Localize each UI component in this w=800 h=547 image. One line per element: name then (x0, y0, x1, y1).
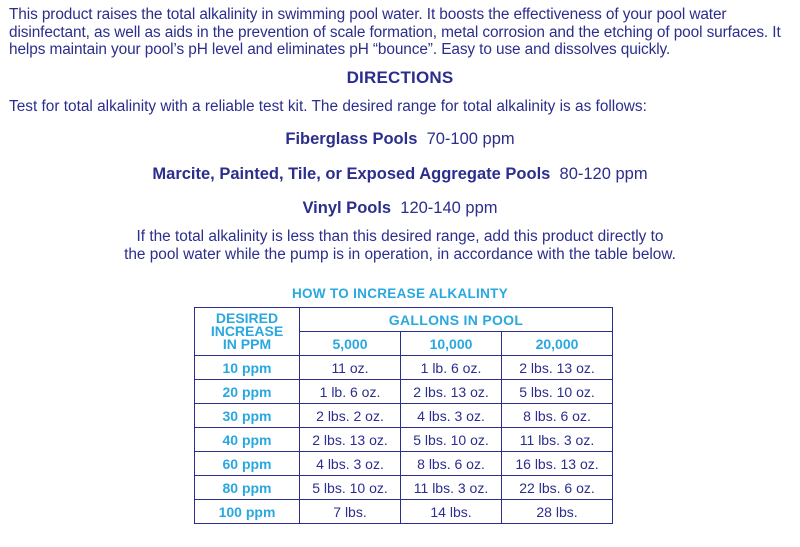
pool-range-value: 80-120 ppm (559, 165, 648, 183)
pool-type-name: Marcite, Painted, Tile, or Exposed Aggregate Pools (152, 165, 551, 183)
pool-range-marcite (0, 165, 800, 184)
directions-heading: DIRECTIONS (346, 68, 454, 87)
dosing-note-line-1: If the total alkalinity is less than this desired range, add this product directly to (136, 228, 664, 245)
ppm-cell: 20 ppm (195, 380, 300, 404)
table-row (195, 500, 613, 524)
desired-header-line: INCREASE (210, 323, 284, 339)
ppm-cell: 100 ppm (195, 500, 300, 524)
amount-cell: 16 lbs. 13 oz. (502, 452, 613, 476)
gallons-header: GALLONS IN POOL (300, 308, 613, 332)
pool-type-name: Fiberglass Pools (285, 130, 418, 148)
amount-cell: 2 lbs. 13 oz. (300, 428, 401, 452)
table-row (195, 356, 613, 380)
table-row (195, 404, 613, 428)
table-body (195, 356, 613, 524)
amount-cell: 2 lbs. 2 oz. (300, 404, 401, 428)
amount-cell: 7 lbs. (300, 500, 401, 524)
amount-cell: 4 lbs. 3 oz. (401, 404, 502, 428)
column-header-5000: 5,000 (300, 332, 401, 356)
amount-cell: 11 lbs. 3 oz. (401, 476, 502, 500)
desired-header-line: DESIRED (215, 310, 279, 326)
amount-cell: 28 lbs. (502, 500, 613, 524)
table-row (195, 428, 613, 452)
alkalinity-table (194, 307, 613, 524)
pool-range-fiberglass (0, 130, 800, 149)
desired-header-line: IN PPM (222, 336, 272, 352)
amount-cell: 2 lbs. 13 oz. (502, 356, 613, 380)
column-header-20000: 20,000 (502, 332, 613, 356)
table-row (195, 380, 613, 404)
pool-type-name: Vinyl Pools (302, 199, 392, 217)
desired-increase-header (195, 308, 300, 356)
dosing-note (0, 228, 800, 264)
amount-cell: 22 lbs. 6 oz. (502, 476, 613, 500)
table-title: HOW TO INCREASE ALKALINTY (292, 286, 508, 301)
ppm-cell: 10 ppm (195, 356, 300, 380)
amount-cell: 5 lbs. 10 oz. (502, 380, 613, 404)
amount-cell: 8 lbs. 6 oz. (502, 404, 613, 428)
pool-range-value: 120-140 ppm (400, 199, 498, 217)
amount-cell: 1 lb. 6 oz. (300, 380, 401, 404)
amount-cell: 5 lbs. 10 oz. (300, 476, 401, 500)
pool-range-value: 70-100 ppm (426, 130, 515, 148)
test-instruction: Test for total alkalinity with a reliable test kit. The desired range for total alkalinity is as follows: (9, 98, 647, 115)
ppm-cell: 40 ppm (195, 428, 300, 452)
amount-cell: 2 lbs. 13 oz. (401, 380, 502, 404)
amount-cell: 8 lbs. 6 oz. (401, 452, 502, 476)
ppm-cell: 80 ppm (195, 476, 300, 500)
amount-cell: 14 lbs. (401, 500, 502, 524)
ppm-cell: 30 ppm (195, 404, 300, 428)
table-row (195, 476, 613, 500)
pool-range-vinyl (0, 199, 800, 218)
amount-cell: 5 lbs. 10 oz. (401, 428, 502, 452)
amount-cell: 11 oz. (300, 356, 401, 380)
amount-cell: 1 lb. 6 oz. (401, 356, 502, 380)
amount-cell: 4 lbs. 3 oz. (300, 452, 401, 476)
table-row (195, 452, 613, 476)
column-header-10000: 10,000 (401, 332, 502, 356)
amount-cell: 11 lbs. 3 oz. (502, 428, 613, 452)
product-description: This product raises the total alkalinity in swimming pool water. It boosts the effectiveness of your pool water disinfectant, as well as aids in the prevention of scale formation, metal corrosion and the etching of pool surfaces. It helps maintain your pool’s pH level and eliminates pH “bounce”. Easy to use and dissolves quickly. (9, 6, 781, 58)
ppm-cell: 60 ppm (195, 452, 300, 476)
dosing-note-line-2: the pool water while the pump is in operation, in accordance with the table below. (124, 246, 676, 263)
